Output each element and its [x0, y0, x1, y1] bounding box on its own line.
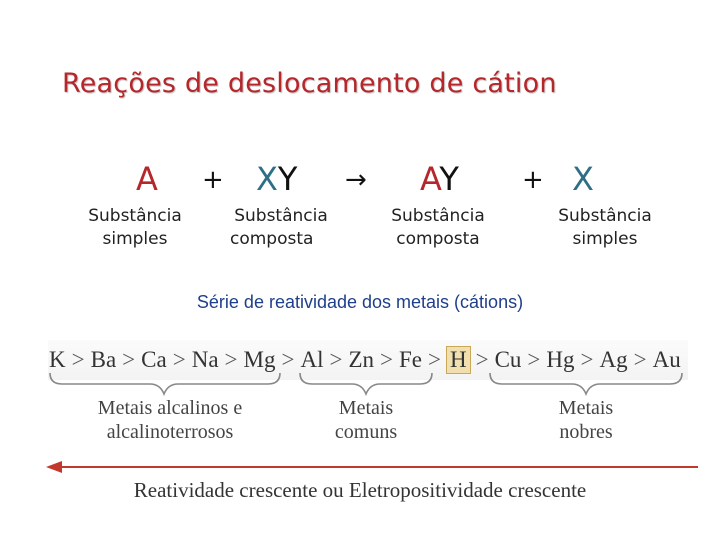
gt-op: > — [580, 347, 594, 372]
metal-cu: Cu — [494, 347, 522, 372]
group-common-line2: comuns — [334, 421, 398, 443]
slide-title: Reações de deslocamento de cátion — [62, 68, 557, 99]
metal-hg: Hg — [546, 347, 575, 372]
label-x-line1: Substância — [558, 206, 652, 226]
metal-au: Au — [652, 347, 681, 372]
label-ay-line1: Substância — [391, 206, 485, 226]
brace-noble — [490, 373, 682, 394]
ay-y: Y — [439, 160, 459, 198]
gt-op: > — [633, 347, 647, 372]
group-common-line1: Metais — [338, 397, 394, 419]
label-a-line2: simples — [102, 229, 168, 249]
metal-mg: Mg — [243, 347, 276, 372]
reaction-arrow: → — [345, 165, 367, 195]
gt-op: > — [122, 347, 136, 372]
metal-al: Al — [300, 347, 324, 372]
label-ay-line2: composta — [396, 229, 480, 249]
ay-a: A — [420, 160, 440, 198]
group-common — [306, 396, 426, 444]
gt-op: > — [380, 347, 393, 372]
group-alkali-line2: alcalinoterrosos — [106, 421, 234, 443]
reactivity-label: Reatividade crescente ou Eletropositividade crescente — [133, 478, 587, 502]
series-title: Série de reatividade dos metais (cátions) — [196, 292, 524, 312]
metal-ba: Ba — [90, 347, 117, 372]
gt-op: > — [427, 347, 441, 372]
plus-sign-1: + — [202, 165, 224, 195]
hydrogen-highlight: H — [446, 346, 471, 374]
brace-common — [300, 373, 432, 394]
group-noble-line2: nobres — [559, 421, 613, 443]
metal-ca: Ca — [141, 347, 167, 372]
group-noble-line1: Metais — [558, 397, 614, 419]
metal-ag: Ag — [599, 347, 628, 372]
gt-op: > — [172, 347, 186, 372]
gt-op: > — [224, 347, 238, 372]
label-xy-line2: composta — [230, 229, 314, 249]
plus-sign-2: + — [522, 165, 544, 195]
group-alkali — [70, 396, 270, 444]
gt-op: > — [329, 347, 343, 372]
gt-op: > — [527, 347, 541, 372]
gt-op: > — [281, 347, 295, 372]
metal-na: Na — [191, 347, 219, 372]
label-x-line2: simples — [572, 229, 638, 249]
group-noble — [526, 396, 646, 444]
xy-x: X — [256, 160, 278, 198]
group-alkali-line1: Metais alcalinos e — [97, 397, 243, 419]
metal-fe: Fe — [398, 347, 422, 372]
brace-alkali — [50, 373, 280, 394]
label-xy-line1: Substância — [234, 206, 328, 226]
metal-k: K — [49, 347, 66, 372]
product-x: X — [572, 160, 594, 198]
label-a-line1: Substância — [88, 206, 182, 226]
gt-op: > — [71, 347, 85, 372]
gt-op: > — [475, 347, 489, 372]
xy-y: Y — [277, 160, 298, 198]
metal-zn: Zn — [348, 347, 374, 372]
reactivity-arrow-head — [46, 461, 62, 473]
reactant-a: A — [136, 160, 158, 198]
